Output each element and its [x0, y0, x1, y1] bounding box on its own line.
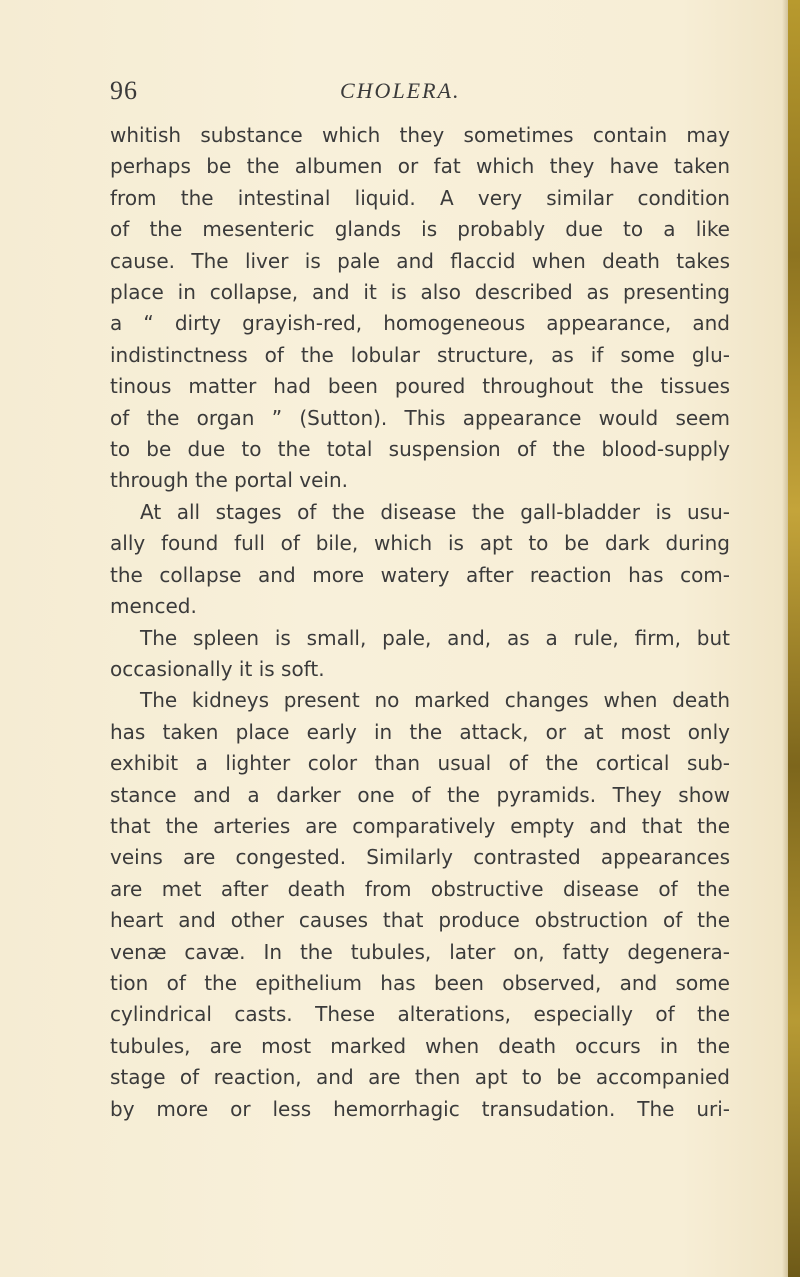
text-line: tinous matter had been poured throughout the tissues	[110, 374, 730, 399]
page-header	[110, 76, 730, 110]
text-line: cylindrical casts. These alterations, especially of the	[110, 1002, 730, 1027]
running-head: CHOLERA.	[340, 78, 461, 103]
text-line: from the intestinal liquid. A very similar condition	[110, 185, 730, 210]
text-line: that the arteries are comparatively empty and that the	[110, 813, 730, 838]
text-line: of the organ ” (Sutton). This appearance would seem	[110, 405, 730, 430]
text-line: ally found full of bile, which is apt to be dark during	[110, 531, 730, 556]
text-line: by more or less hemorrhagic transudation. The uri-	[110, 1096, 730, 1121]
text-line: At all stages of the disease the gall-bladder is usu-	[140, 499, 730, 524]
text-line: are met after death from obstructive disease of the	[110, 876, 730, 901]
text-line: stage of reaction, and are then apt to be accompanied	[110, 1065, 730, 1090]
text-line: a “ dirty grayish-red, homogeneous appearance, and	[110, 311, 730, 336]
text-line: tubules, are most marked when death occurs in the	[110, 1033, 730, 1058]
text-line: heart and other causes that produce obstruction of the	[110, 908, 730, 933]
gilt-page-edge	[788, 0, 800, 1277]
text-line: through the portal vein.	[110, 468, 349, 493]
text-line: venæ cavæ. In the tubules, later on, fatty degenera-	[110, 939, 730, 964]
text-line: occasionally it is soft.	[110, 656, 325, 681]
text-line: menced.	[110, 594, 197, 619]
text-line: of the mesenteric glands is probably due to a like	[110, 217, 730, 242]
text-line: place in collapse, and it is also described as presenting	[110, 280, 730, 305]
text-line: The kidneys present no marked changes when death	[140, 688, 730, 713]
text-line: cause. The liver is pale and flaccid when death takes	[110, 248, 730, 273]
text-line: the collapse and more watery after reaction has com-	[110, 562, 730, 587]
text-line: stance and a darker one of the pyramids. They show	[110, 782, 730, 807]
text-line: whitish substance which they sometimes contain may	[110, 123, 730, 147]
text-line: has taken place early in the attack, or at most only	[110, 719, 730, 744]
text-line: veins are congested. Similarly contrasted appearances	[110, 845, 730, 870]
page-number: 96	[110, 76, 138, 105]
text-line: tion of the epithelium has been observed, and some	[110, 970, 730, 995]
text-line: indistinctness of the lobular structure, as if some glu-	[110, 342, 730, 367]
text-line: The spleen is small, pale, and, as a rule, firm, but	[140, 625, 730, 650]
text-line: to be due to the total suspension of the blood-supply	[110, 437, 730, 462]
text-line: perhaps be the albumen or fat which they have taken	[110, 154, 730, 179]
text-line: exhibit a lighter color than usual of the cortical sub-	[110, 751, 730, 776]
body-text	[110, 120, 730, 1125]
